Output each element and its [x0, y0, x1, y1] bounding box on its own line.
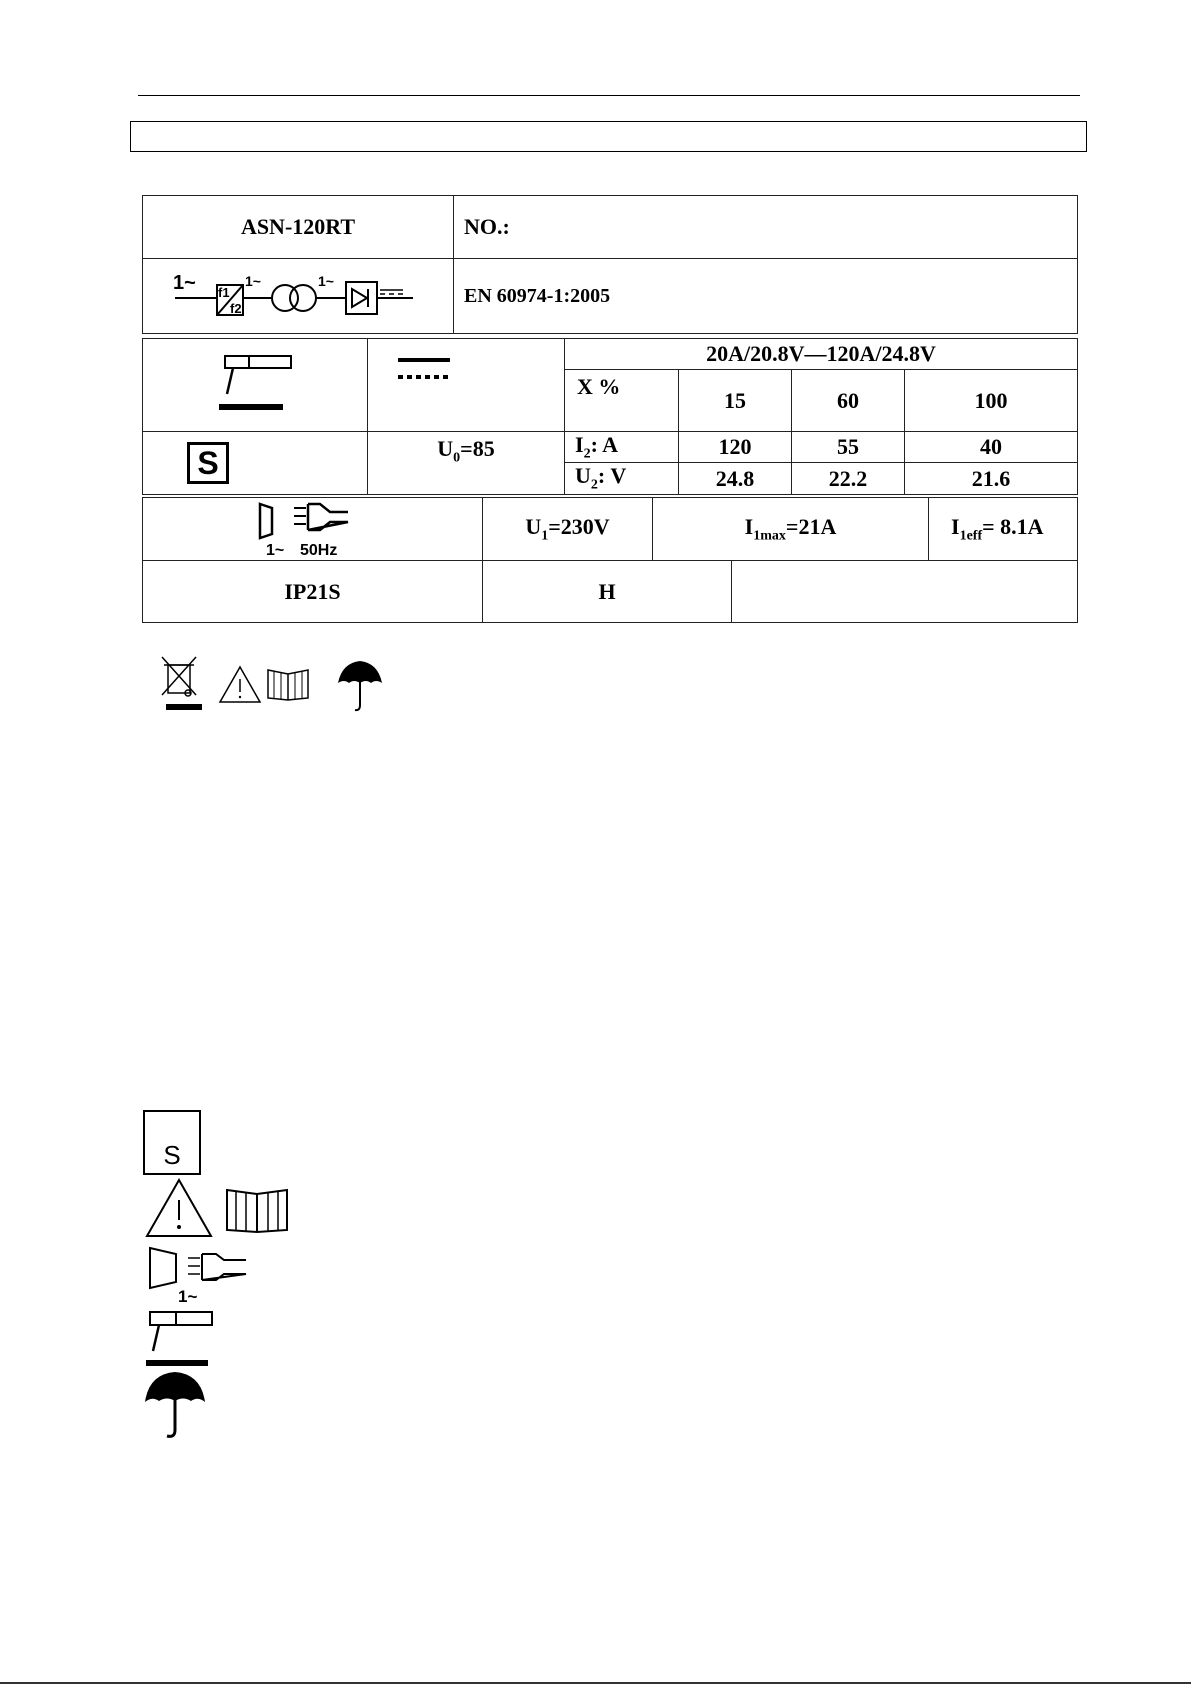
u2-label: U — [575, 463, 591, 489]
i2-sub: 2 — [583, 446, 591, 462]
i2-value: 55 — [792, 432, 905, 463]
freq-f1-label: f1 — [218, 285, 230, 300]
serial-number-label: NO.: — [464, 214, 510, 239]
circuit-diagram-cell — [143, 259, 454, 334]
u0-sub: 0 — [453, 450, 461, 466]
symbols-row — [160, 655, 400, 717]
u2-unit: : V — [597, 463, 627, 489]
u2-label-cell — [565, 463, 679, 494]
section-title-box — [130, 121, 1087, 152]
current-range: 20A/20.8V—120A/24.8V — [706, 341, 936, 366]
manual-book-icon — [227, 1190, 287, 1232]
mains-supply-symbol-cell — [143, 498, 483, 561]
electrode-holder-icon — [215, 352, 295, 418]
inverter-circuit-diagram — [173, 271, 423, 321]
open-circuit-voltage-cell — [368, 432, 565, 495]
u0-value: =85 — [460, 436, 495, 461]
umbrella-icon — [338, 661, 382, 710]
supply-frequency-label: 50Hz — [299, 542, 337, 558]
nameplate-output-table — [142, 338, 1078, 495]
i2-value: 40 — [905, 432, 1078, 463]
u1-cell — [483, 498, 653, 561]
weee-bin-icon — [162, 657, 202, 710]
u2-value: 21.6 — [905, 463, 1078, 494]
duty-cycle-label-cell — [565, 370, 679, 432]
process-symbol-cell — [143, 339, 368, 432]
u2-value: 22.2 — [792, 463, 905, 494]
current-range-cell — [565, 339, 1078, 370]
rectifier-diode — [352, 289, 367, 307]
circuit-input-label: 1~ — [173, 272, 196, 294]
u2-sub: 2 — [590, 477, 598, 493]
i1max-sub: 1max — [753, 528, 786, 544]
u0-label: U — [437, 436, 454, 461]
umbrella-icon — [143, 1368, 207, 1440]
duty-cycle-value: 15 — [679, 370, 792, 432]
i1max-cell — [653, 498, 929, 561]
insulation-class: H — [598, 578, 616, 604]
warning-icon — [220, 667, 260, 702]
ip-rating-cell — [143, 561, 483, 623]
circuit-mid2-label: 1~ — [318, 273, 334, 289]
model-name: ASN-120RT — [240, 214, 356, 239]
nameplate-supply-table — [142, 497, 1078, 623]
i1max-value: =21A — [785, 513, 837, 539]
u1-value: =230V — [548, 513, 610, 539]
i2-value: 120 — [679, 432, 792, 463]
symbols-row-graphic — [160, 655, 400, 717]
u1-sub: 1 — [541, 528, 549, 544]
i2-label: I — [575, 432, 584, 457]
supply-phase-label: 1~ — [265, 542, 284, 558]
s-mark-icon: S — [187, 442, 229, 484]
i2-label-cell — [565, 432, 679, 463]
nameplate-header-table — [142, 195, 1078, 334]
duty-cycle-value: 100 — [905, 370, 1078, 432]
i2-unit: : A — [590, 432, 619, 457]
legend-warning-manual — [145, 1178, 295, 1240]
legend-electrode-holder — [144, 1309, 216, 1367]
circuit-mid1-label: 1~ — [245, 273, 261, 289]
warning-icon — [147, 1180, 211, 1236]
legend-phase-label: 1~ — [178, 1287, 198, 1302]
duty-cycle-label: X % — [577, 374, 621, 399]
insulation-class-cell — [483, 561, 732, 623]
transformer-coil-2 — [290, 285, 316, 311]
mains-plug-icon — [148, 1246, 258, 1302]
standard-cell — [454, 259, 1078, 334]
standard-text: EN 60974-1:2005 — [464, 284, 611, 307]
duty-cycle-value: 60 — [792, 370, 905, 432]
model-cell — [143, 196, 454, 259]
u1-label: U — [525, 513, 542, 539]
i1eff-sub: 1eff — [959, 528, 983, 544]
legend-umbrella — [143, 1368, 207, 1440]
i1max-label: I — [744, 513, 754, 539]
mains-plug-icon — [258, 500, 368, 558]
current-type-cell — [368, 339, 565, 432]
freq-f2-label: f2 — [230, 301, 242, 316]
u2-value: 24.8 — [679, 463, 792, 494]
ip-rating: IP21S — [284, 578, 341, 604]
serial-number-cell — [454, 196, 1078, 259]
i1eff-cell — [929, 498, 1078, 561]
manual-book-icon — [268, 670, 308, 700]
legend-s-mark-icon: S — [143, 1110, 201, 1175]
dc-current-icon — [398, 355, 478, 395]
i1eff-label: I — [951, 513, 960, 539]
s-symbol-cell — [143, 432, 368, 495]
footer-rule — [0, 1682, 1191, 1684]
header-rule — [138, 95, 1080, 96]
electrode-holder-icon — [144, 1309, 216, 1367]
empty-cell — [732, 561, 1078, 623]
legend-mains-plug — [148, 1246, 258, 1302]
legend-warning-manual-graphic — [145, 1178, 295, 1240]
i1eff-value: = 8.1A — [982, 513, 1044, 539]
